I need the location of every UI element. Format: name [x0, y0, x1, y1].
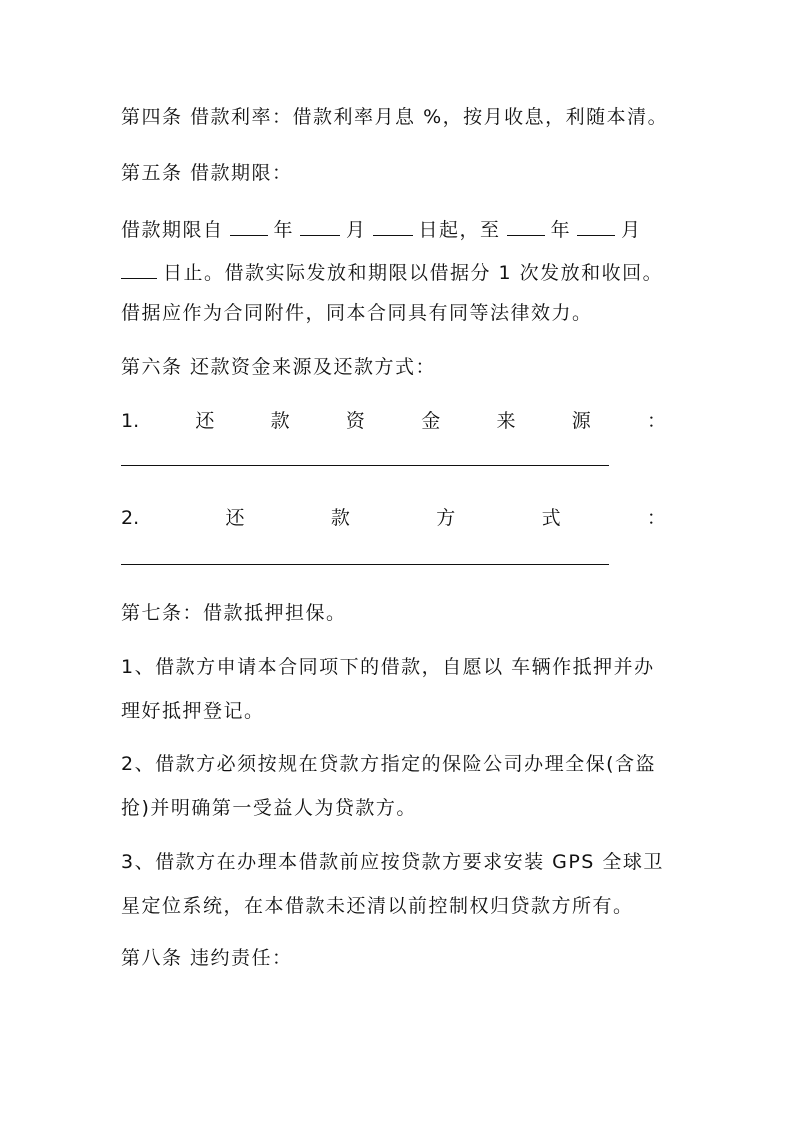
clause-3-line-1: 3、借款方在办理本借款前应按贷款方要求安装 GPS 全球卫: [121, 851, 664, 873]
item-2-char: 方: [436, 507, 456, 529]
term-year-label: 年: [273, 219, 295, 241]
loan-term-line-2: [121, 259, 663, 286]
blank-start-year: [230, 216, 268, 236]
clause-2-line-2: 抢)并明确第一受益人为贷款方。: [121, 797, 417, 819]
item-1-repayment-source: [121, 408, 666, 434]
clause-1-line-2: 理好抵押登记。: [121, 700, 265, 722]
item-2-blank-line: [121, 564, 609, 565]
article-5-heading: 第五条 借款期限：: [121, 162, 293, 184]
loan-term-line-3: 借据应作为合同附件，同本合同具有同等法律效力。: [121, 302, 593, 324]
blank-end-year: [507, 216, 545, 236]
clause-3-line-2: 星定位系统，在本借款未还清以前控制权归贷款方所有。: [121, 895, 634, 917]
item-1-char: 源: [571, 410, 591, 432]
blank-start-month: [300, 216, 340, 236]
item-2-char: 2.: [121, 507, 140, 529]
blank-start-day: [373, 216, 413, 236]
item-2-repayment-method: [121, 505, 666, 531]
term-prefix: 借款期限自: [121, 219, 224, 241]
term-month2-label: 月: [621, 219, 642, 241]
item-2-char: 还: [225, 507, 245, 529]
item-1-char: 来: [496, 410, 516, 432]
term-line2-tail: 日止。借款实际发放和期限以借据分 1 次发放和收回。: [163, 262, 664, 284]
item-1-char: ：: [646, 410, 666, 432]
term-month-label: 月: [346, 219, 367, 241]
term-day-from-label: 日起，至: [418, 219, 501, 241]
article-7-heading: 第七条：借款抵押担保。: [121, 602, 347, 624]
item-1-char: 资: [345, 410, 365, 432]
item-1-char: 款: [270, 410, 290, 432]
clause-2-line-1: 2、借款方必须按规在贷款方指定的保险公司办理全保(含盗: [121, 753, 657, 775]
clause-1-line-1: 1、借款方申请本合同项下的借款，自愿以 车辆作抵押并办: [121, 656, 655, 678]
item-2-char: 式: [541, 507, 561, 529]
article-6-heading: 第六条 还款资金来源及还款方式：: [121, 356, 437, 378]
item-1-char: 金: [421, 410, 441, 432]
item-1-blank-line: [121, 465, 609, 466]
item-2-char: ：: [646, 507, 666, 529]
blank-end-month: [577, 216, 615, 236]
article-8-heading: 第八条 违约责任：: [121, 947, 293, 969]
blank-end-day: [121, 259, 157, 279]
item-1-char: 还: [195, 410, 215, 432]
article-4-interest-rate: 第四条 借款利率：借款利率月息 %，按月收息，利随本清。: [121, 106, 669, 128]
term-year2-label: 年: [550, 219, 572, 241]
item-2-char: 款: [330, 507, 350, 529]
item-1-char: 1.: [121, 410, 140, 432]
loan-term-line-1: [121, 216, 642, 243]
